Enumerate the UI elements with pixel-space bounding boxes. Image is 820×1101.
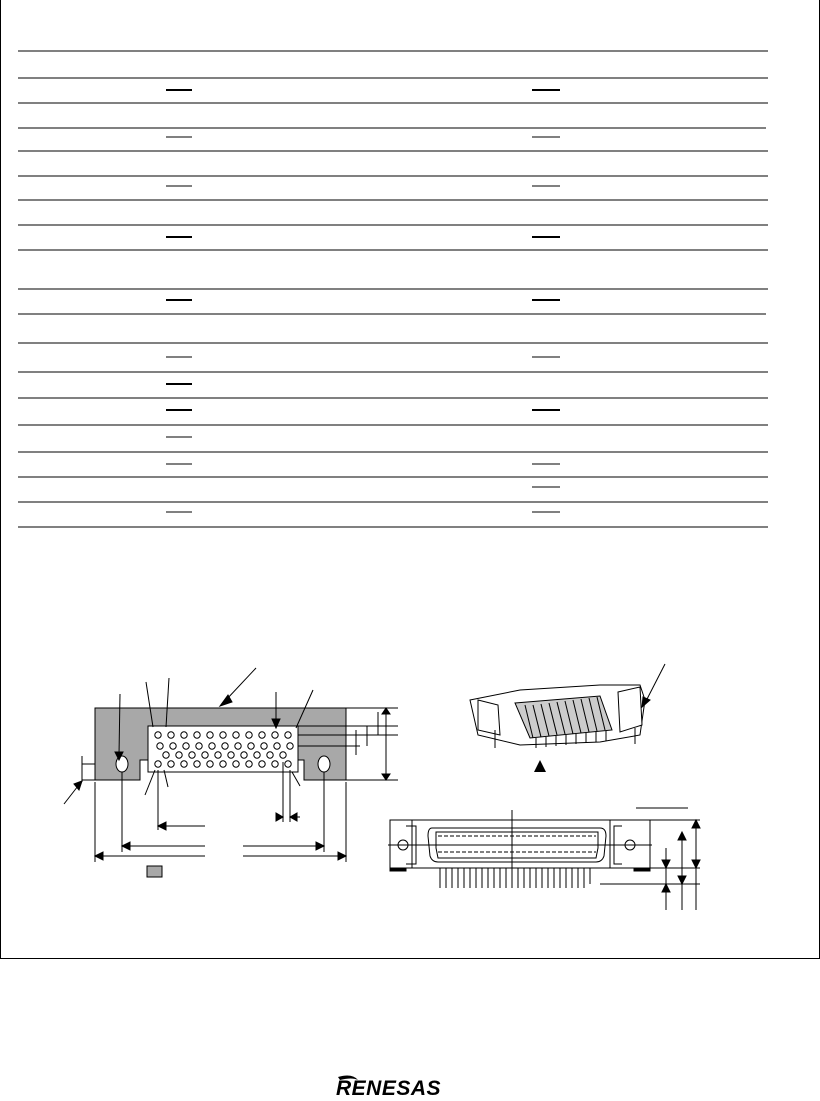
connector-front-view	[64, 668, 398, 862]
overline-marks	[166, 90, 560, 512]
connector-perspective-view	[470, 664, 665, 748]
mounting-hole-right	[318, 756, 330, 772]
pin-table	[18, 51, 768, 527]
pin-one-marker	[534, 760, 546, 772]
logo-text: RENESAS	[336, 1077, 442, 1099]
connector-side-view	[388, 808, 700, 910]
side-view-leads	[440, 868, 590, 888]
legend-swatch	[147, 866, 162, 877]
renesas-logo-mark	[330, 1073, 490, 1099]
renesas-logo	[330, 1073, 490, 1099]
